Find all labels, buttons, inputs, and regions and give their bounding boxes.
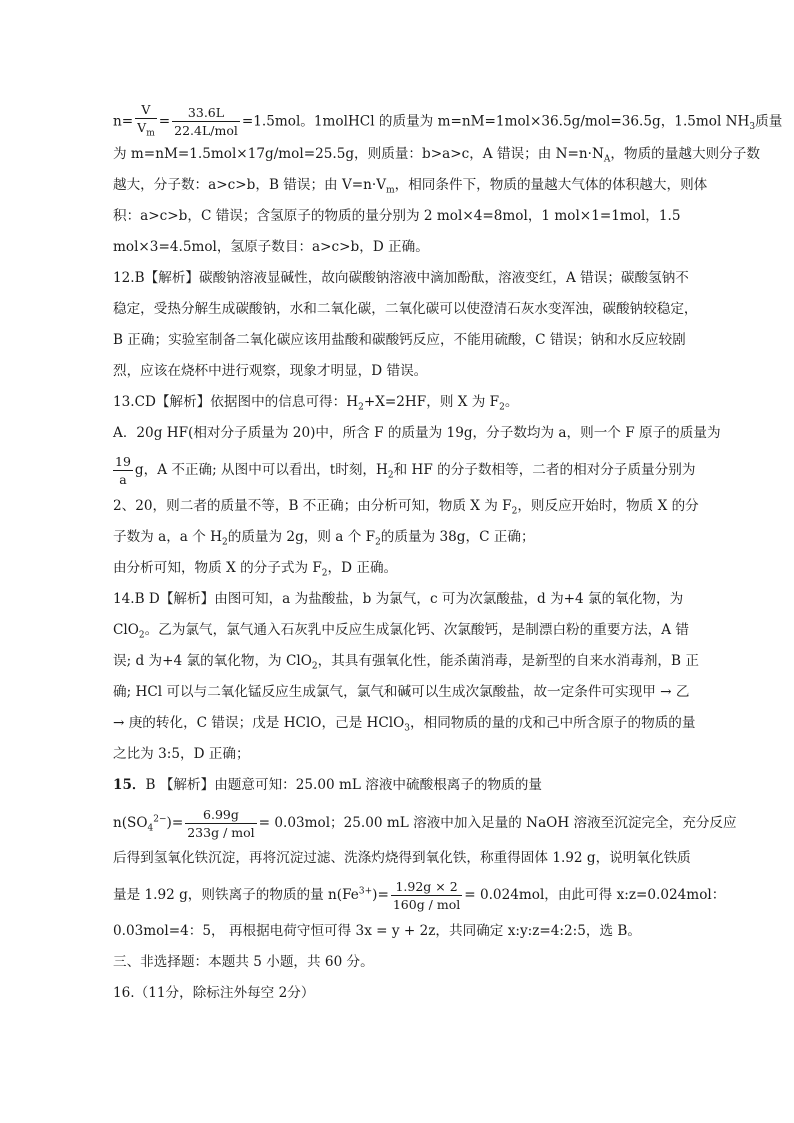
- q11-line-2: 为 m=nM=1.5mol×17g/mol=25.5g，则质量：b>a>c，A 错误；由 $N=n\cdot N_A$，物质的量越大则分子数: [113, 146, 760, 165]
- q12-line-1: 12.B【解析】碳酸钠溶液显碱性，故向碳酸钠溶液中滴加酚酞，溶液变红，A 错误；碳酸氢钠不: [113, 270, 689, 286]
- fraction-19-over-a: $\frac{19}{a}$: [115, 454, 131, 487]
- q14-line-5: → 庚的转化，C 错误；戊是 HClO，己是 HClO$_3$，相同物质的量的戊和己中所含原子的物质的量: [113, 715, 696, 734]
- q11-line-3: 越大，分子数：a>c>b，B 错误；由 $V=n\cdot V_m$，相同条件下，物质的量越大气体的体积越大，则体: [113, 177, 708, 196]
- q15-line-1: 15．B 【解析】由题意可知：25.00 mL 溶液中硫酸根离子的物质的量: [113, 777, 542, 793]
- q14-line-4: 确; HCl 可以与二氧化锰反应生成氯气，氯气和碱可以生成次氯酸盐，故一定条件可实现甲 → 乙: [113, 684, 690, 700]
- q12-line-3: B 正确；实验室制备二氧化碳应该用盐酸和碳酸钙反应，不能用硫酸，C 错误；钠和水反应较剧: [113, 332, 686, 348]
- q11-line-4: 积：a>c>b，C 错误；含氢原子的物质的量分别为 2 mol×4=8mol，1 mol×1=1mol，1.5: [113, 208, 681, 224]
- q12-line-4: 烈，应该在烧杯中进行观察，现象才明显，D 错误。: [113, 363, 428, 379]
- q15-line-3: 后得到氢氧化铁沉淀，再将沉淀过滤、洗涤灼烧得到氧化铁，称重得固体 1.92 g，说明氧化铁质: [113, 850, 691, 866]
- q14-line-1: 14.B D【解析】由图可知，a 为盐酸盐，b 为氯气，c 可为次氯酸盐，d 为+4 氯的氧化物，为: [113, 591, 684, 607]
- q14-line-3: 误; d 为+4 氯的氧化物，为 ClO$_2$，其具有强氧化性，能杀菌消毒，是新型的自来水消毒剂，B 正: [113, 653, 699, 672]
- fraction-sulfate: $\frac{6.99g}{\text{233g / mol}}$: [187, 807, 255, 840]
- q13-line-4: 2、20，则二者的质量不等，B 不正确；由分析可知，物质 X 为 $F_2$，则反应开始时，物质 X 的分: [113, 498, 699, 517]
- q13-line-1: 13.CD【解析】依据图中的信息可得：$H_2+X=2HF$，则 X 为 $F_2$。: [113, 394, 519, 413]
- q13-line-2: A．20g HF(相对分子质量为 20)中，所含 F 的质量为 19g，分子数均为 a，则一个 F 原子的质量为: [113, 425, 721, 441]
- q14-line-6: 之比为 3:5，D 正确；: [113, 746, 250, 762]
- q15-line-4: 量是 1.92 g，则铁离子的物质的量 $n(Fe^{3+})=$ $\frac{1.92g \times 2}{\text{160g / mol}}$ = 0.024mol，由此可得 x:z=0.024mol：: [113, 879, 726, 912]
- q11-line-5: mol×3=4.5mol，氢原子数目：a>c>b，D 正确。: [113, 239, 429, 255]
- q13-line-6: 由分析可知，物质 X 的分子式为 $F_2$，D 正确。: [113, 560, 398, 579]
- formula-text: n=: [113, 113, 134, 130]
- q16-header: 16.（11分，除标注外每空 2分）: [113, 985, 315, 1001]
- fraction-iron: $\frac{1.92g \times 2}{\text{160g / mol}}$: [392, 879, 461, 912]
- section-heading: 三、非选择题：本题共 5 小题，共 60 分。: [113, 954, 374, 970]
- q12-line-2: 稳定，受热分解生成碳酸钠，水和二氧化碳，二氧化碳可以使澄清石灰水变浑浊，碳酸钠较稳定，: [113, 301, 698, 317]
- q15-line-2: $n(SO_4^{2-})=$ $\frac{6.99g}{\text{233g / mol}}$ = 0.03mol；25.00 mL 溶液中加入足量的 NaOH 溶液至沉淀完全，充分反应: [113, 807, 737, 840]
- q13-line-5: 子数为 a，a 个 $H_2$的质量为 2g，则 a 个 $F_2$的质量为 38g，C 正确；: [113, 529, 535, 548]
- q15-line-5: 0.03mol=4：5， 再根据电荷守恒可得 3x = y + 2z，共同确定 x:y:z=4:2:5，选 B。: [113, 923, 641, 939]
- q11-line-1: n= $\frac{V}{V_m}$ = $\frac{33.6L}{\text{22.4L/mol}}$ =1.5mol。1molHCl 的质量为 m=nM=1mol×36.5g/mol=36.5g，1.5mol $NH_3$质量: [113, 102, 782, 142]
- question-number: 15．: [113, 777, 146, 793]
- fraction-v-over-vm: $\frac{V}{V_m}$: [137, 102, 155, 139]
- q14-line-2: ClO$_2$。乙为氯气，氯气通入石灰乳中反应生成氯化钙、次氯酸钙，是制漂白粉的重要方法，A 错: [113, 622, 689, 641]
- q13-line-3: $\frac{19}{a}$ g，A 不正确; 从图中可以看出，t时刻，$H_2$和 HF 的分子数相等，二者的相对分子质量分别为: [115, 454, 696, 487]
- fraction-volume: $\frac{33.6L}{\text{22.4L/mol}}$: [174, 105, 238, 139]
